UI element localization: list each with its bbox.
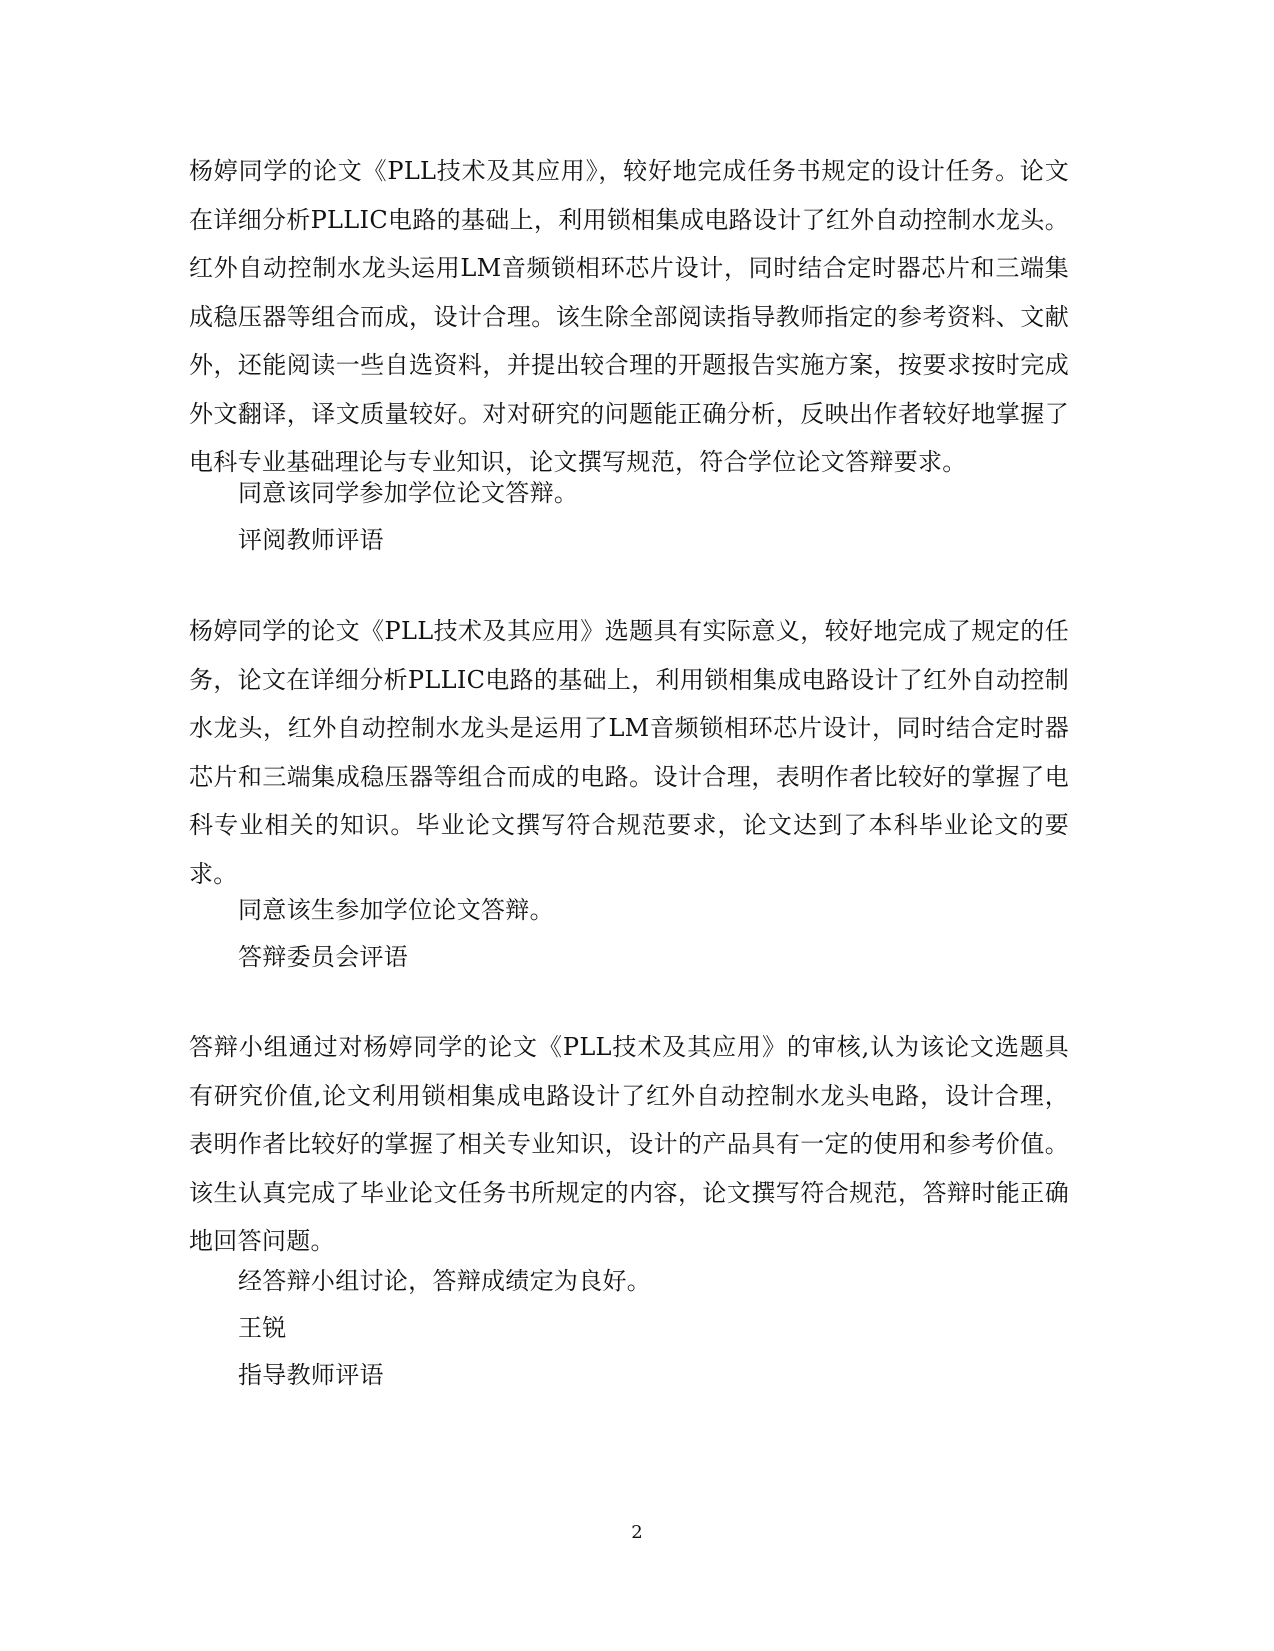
supervisor-comment-conclusion: 同意该同学参加学位论文答辩。 (238, 479, 579, 507)
committee-comment-heading: 答辩委员会评语 (238, 943, 409, 971)
committee-signature: 王锐 (238, 1314, 287, 1342)
page-number: 2 (631, 1522, 643, 1543)
committee-comment-conclusion: 经答辩小组讨论，答辩成绩定为良好。 (238, 1267, 652, 1295)
supervisor-comment-heading: 指导教师评语 (238, 1361, 384, 1389)
reviewer-comment-body: 杨婷同学的论文《PLL技术及其应用》选题具有实际意义，较好地完成了规定的任务，论文在详细分析PLLIC电路的基础上，利用锁相集成电路设计了红外自动控制水龙头，红外自动控制水龙头是运用了LM音频锁相环芯片设计，同时结合定时器芯片和三端集成稳压器等组合而成的电路。设计合理，表明作者比较好的掌握了电科专业相关的知识。毕业论文撰写符合规范要求，论文达到了本科毕业论文的要求。 (189, 617, 1069, 888)
supervisor-comment-body: 杨婷同学的论文《PLL技术及其应用》，较好地完成任务书规定的设计任务。论文在详细分析PLLIC电路的基础上，利用锁相集成电路设计了红外自动控制水龙头。红外自动控制水龙头运用LM音频锁相环芯片设计，同时结合定时器芯片和三端集成稳压器等组合而成，设计合理。该生除全部阅读指导教师指定的参考资料、文献外，还能阅读一些自选资料，并提出较合理的开题报告实施方案，按要求按时完成外文翻译，译文质量较好。对对研究的问题能正确分析，反映出作者较好地掌握了电科专业基础理论与专业知识，论文撰写规范，符合学位论文答辩要求。 (189, 157, 1069, 476)
reviewer-comment-conclusion: 同意该生参加学位论文答辩。 (238, 896, 554, 924)
reviewer-comment-heading: 评阅教师评语 (238, 526, 384, 554)
committee-comment-body: 答辩小组通过对杨婷同学的论文《PLL技术及其应用》的审核,认为该论文选题具有研究价值,论文利用锁相集成电路设计了红外自动控制水龙头电路，设计合理，表明作者比较好的掌握了相关专业知识，设计的产品具有一定的使用和参考价值。该生认真完成了毕业论文任务书所规定的内容，论文撰写符合规范，答辩时能正确地回答问题。 (189, 1033, 1069, 1255)
